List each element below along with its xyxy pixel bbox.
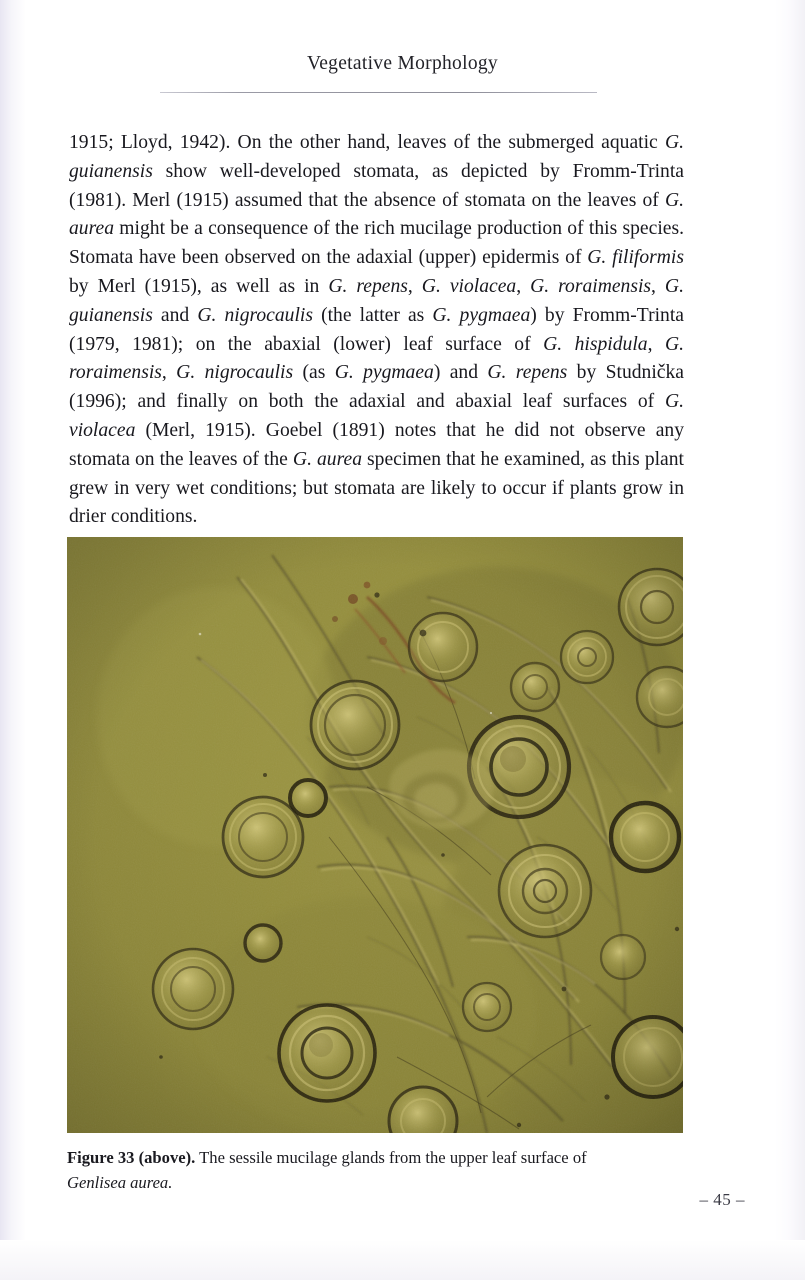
page-number: – 45 – — [699, 1190, 745, 1209]
body-paragraph: 1915; Lloyd, 1942). On the other hand, leaves of the submerged aquatic G. guianensis show well-developed stomata, as depicted by Fromm-Trinta (1981). Merl (1915) assumed that the absence of stomata on the leaves of G. aurea might be a consequence of the rich mucilage production of this species. Stomata have been observed on the adaxial (upper) epidermis of G. filiformis by Merl (1915), as well as in G. repens, G. violacea, G. roraimensis, G. guianensis and G. nigrocaulis (the latter as G. pygmaea) by Fromm-Trinta (1979, 1981); on the abaxial (lower) leaf surface of G. hispidula, G. roraimensis, G. nigrocaulis (as G. pygmaea) and G. repens by Studnička (1996); and finally on both the adaxial and abaxial leaf surfaces of G. violacea (Merl, 1915). Goebel (1891) notes that he did not observe any stomata on the leaves of the G. aurea specimen that he examined, as this plant grew in very wet conditions; but stomata are likely to occur if plants grow in drier conditions. — [69, 132, 685, 528]
scan-shadow-left — [0, 0, 26, 1280]
scan-shadow-bottom — [0, 1240, 805, 1280]
figure-caption-text: The sessile mucilage glands from the upper leaf surface of — [199, 1148, 587, 1167]
figure-caption-label: Figure 33 (above). — [67, 1148, 196, 1167]
figure-33-micrograph — [67, 537, 683, 1133]
figure-caption — [67, 1145, 683, 1195]
micrograph-rendering — [67, 537, 683, 1133]
header-rule-divider — [160, 92, 597, 93]
page-running-head: Vegetative Morphology — [307, 53, 498, 74]
figure-caption-species: Genlisea aurea. — [67, 1173, 173, 1192]
scan-shadow-right — [775, 0, 805, 1280]
